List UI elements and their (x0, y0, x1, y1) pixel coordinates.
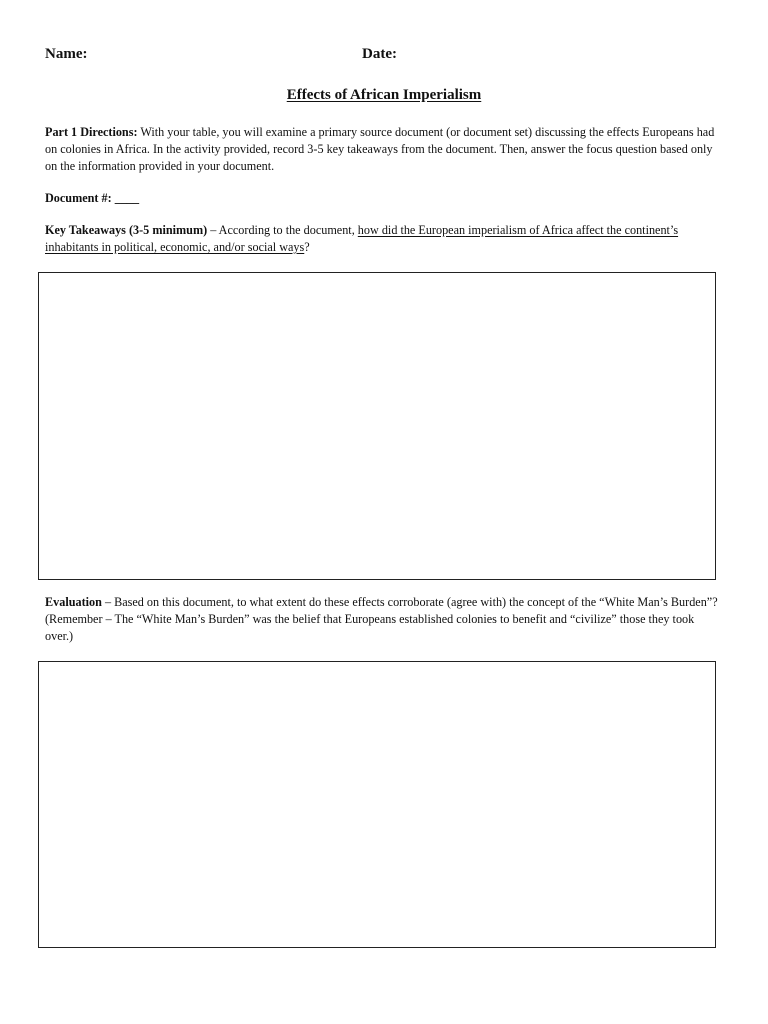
date-label: Date: (362, 46, 397, 62)
key-takeaways-answer-box[interactable] (38, 272, 716, 580)
evaluation-answer-box[interactable] (38, 661, 716, 948)
directions-text: With your table, you will examine a primary source document (or document set) discussing the effects Europeans had on colonies in Africa. In the activity provided, record 3-5 key takeaways from the document. Then, answer the focus question based only on the information provided in your document. (45, 125, 715, 173)
key-takeaways-intro: – According to the document, (207, 223, 358, 237)
key-takeaways-end: ? (304, 240, 310, 254)
document-number-line (45, 190, 725, 207)
key-takeaways-label: Key Takeaways (3-5 minimum) (45, 223, 208, 237)
document-number-label: Document #: (45, 191, 112, 205)
directions-label: Part 1 Directions: (45, 125, 138, 139)
key-takeaways-question: how did the European imperialism of Africa affect the continent’s inhabitants in political, economic, and/or social ways (45, 223, 679, 254)
key-takeaways-prompt (45, 222, 725, 256)
document-number-blank: ____ (111, 191, 140, 205)
evaluation-text: – Based on this document, to what extent do these effects corroborate (agree with) the concept of the “White Man’s Burden”? (Remember – The “White Man’s Burden” was the belief that Europeans established colonies to benefit and “civilize” those they took over.) (45, 595, 718, 643)
worksheet-title: Effects of African Imperialism (286, 87, 482, 103)
evaluation-label: Evaluation (45, 595, 102, 609)
directions-paragraph (45, 124, 725, 175)
evaluation-prompt (45, 594, 725, 645)
name-label: Name: (45, 46, 88, 62)
